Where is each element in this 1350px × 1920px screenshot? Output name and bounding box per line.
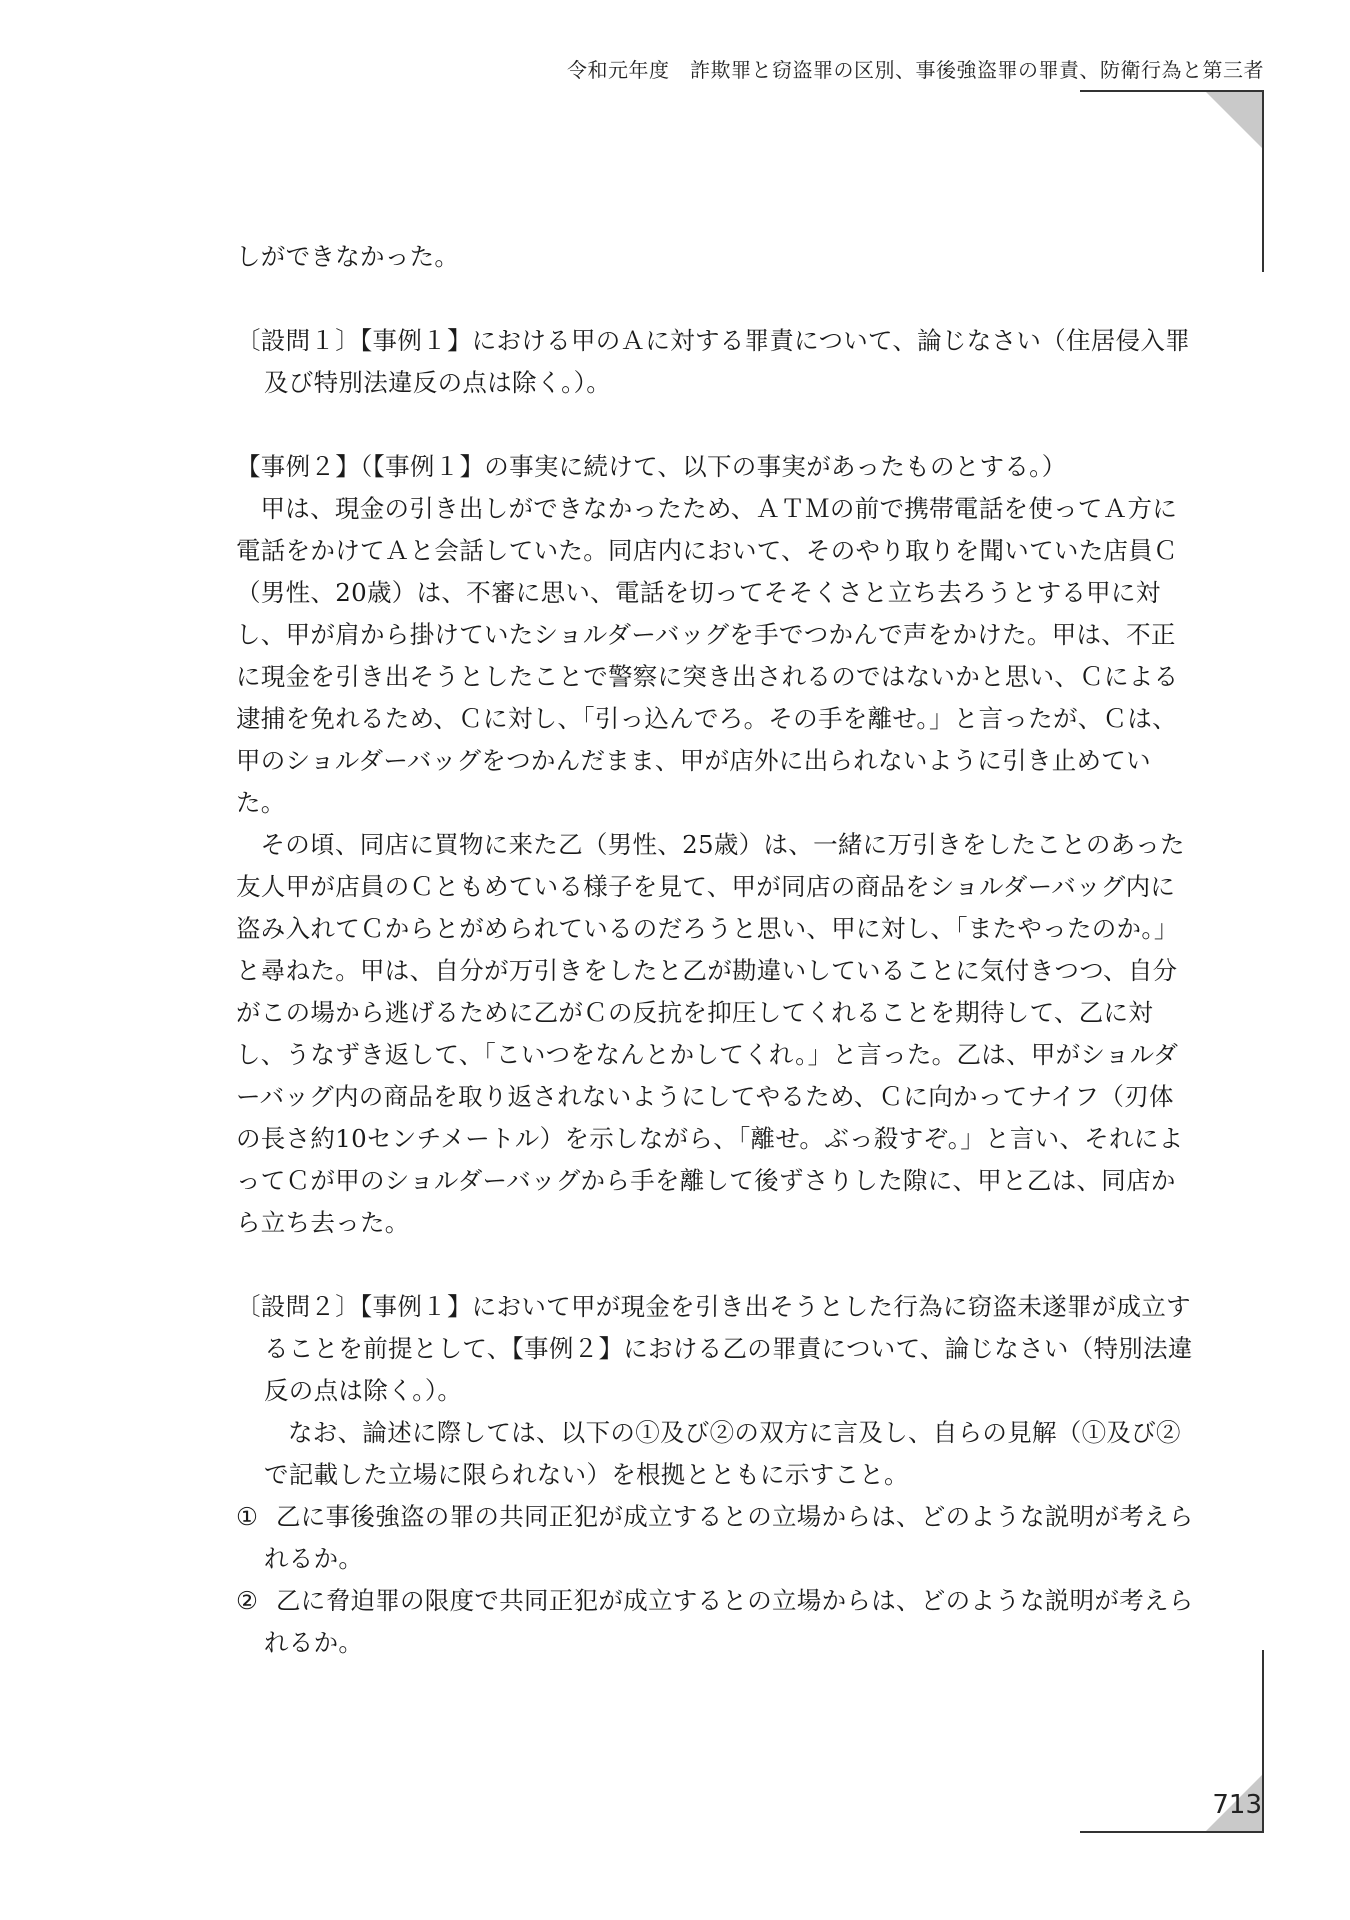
spacer (236, 278, 1196, 320)
top-vertical-rule (1262, 92, 1264, 272)
spacer (236, 1244, 1196, 1286)
running-header-title: 令和元年度 詐欺罪と窃盗罪の区別、事後強盗罪の罪責、防衛行為と第三者 (567, 58, 1264, 82)
footer-rule (1080, 1831, 1264, 1833)
question-1: 〔設問１〕【事例１】における甲のＡに対する罪責について、論じなさい（住居侵入罪及び特別法違反の点は除く。）。 (236, 326, 1190, 397)
spacer (236, 404, 1196, 446)
page-number: 713 (1212, 1790, 1262, 1820)
question-2-note: なお、論述に際しては、以下の①及び②の双方に言及し、自らの見解（①及び②で記載した立場に限られない）を根拠とともに示すこと。 (264, 1418, 1181, 1489)
page-body (236, 236, 1196, 1664)
case-2-heading: 【事例２】（【事例１】の事実に続けて、以下の事実があったものとする。） (236, 452, 1067, 481)
list-item-2 (236, 1580, 1196, 1664)
case-2-paragraph-1: 甲は、現金の引き出しができなかったため、ＡＴＭの前で携帯電話を使ってＡ方に電話をかけてＡと会話していた。同店内において、そのやり取りを聞いていた店員Ｃ（男性、20歳）は、不審に思い、電話を切ってそそくさと立ち去ろうとする甲に対し、甲が肩から掛けていたショルダーバッグを手でつかんで声をかけた。甲は、不正に現金を引き出そうとしたことで警察に突き出されるのではないかと思い、Ｃによる逮捕を免れるため、Ｃに対し、「引っ込んでろ。その手を離せ。」と言ったが、Ｃは、甲のショルダーバッグをつかんだまま、甲が店外に出られないように引き止めていた。 (236, 494, 1179, 817)
list-marker-2: ② (236, 1586, 259, 1615)
list-item-2-text: 乙に脅迫罪の限度で共同正犯が成立するとの立場からは、どのような説明が考えられるか。 (264, 1586, 1194, 1657)
list-item-1-text: 乙に事後強盗の罪の共同正犯が成立するとの立場からは、どのような説明が考えられるか。 (264, 1502, 1194, 1573)
list-marker-1: ① (236, 1502, 259, 1531)
bottom-vertical-rule (1262, 1650, 1264, 1833)
case-2-paragraph-2: その頃、同店に買物に来た乙（男性、25歳）は、一緒に万引きをしたことのあった友人甲が店員のＣともめている様子を見て、甲が同店の商品をショルダーバッグ内に盗み入れてＣからとがめられているのだろうと思い、甲に対し、「またやったのか。」と尋ねた。甲は、自分が万引きをしたと乙が勘違いしていることに気付きつつ、自分がこの場から逃げるために乙がＣの反抗を抑圧してくれることを期待して、乙に対し、うなずき返して、「こいつをなんとかしてくれ。」と言った。乙は、甲がショルダーバッグ内の商品を取り返されないようにしてやるため、Ｃに向かってナイフ（刃体の長さ約10センチメートル）を示しながら、「離せ。ぶっ殺すぞ。」と言い、それによってＣが甲のショルダーバッグから手を離して後ずさりした隙に、甲と乙は、同店から立ち去った。 (236, 830, 1185, 1237)
question-2: 〔設問２〕【事例１】において甲が現金を引き出そうとした行為に窃盗未遂罪が成立することを前提として、【事例２】における乙の罪責について、論じなさい（特別法違反の点は除く。）。 (236, 1292, 1193, 1405)
corner-decoration-top (1206, 92, 1264, 150)
continuation-text: しができなかった。 (236, 242, 460, 271)
list-item-1 (236, 1496, 1196, 1580)
